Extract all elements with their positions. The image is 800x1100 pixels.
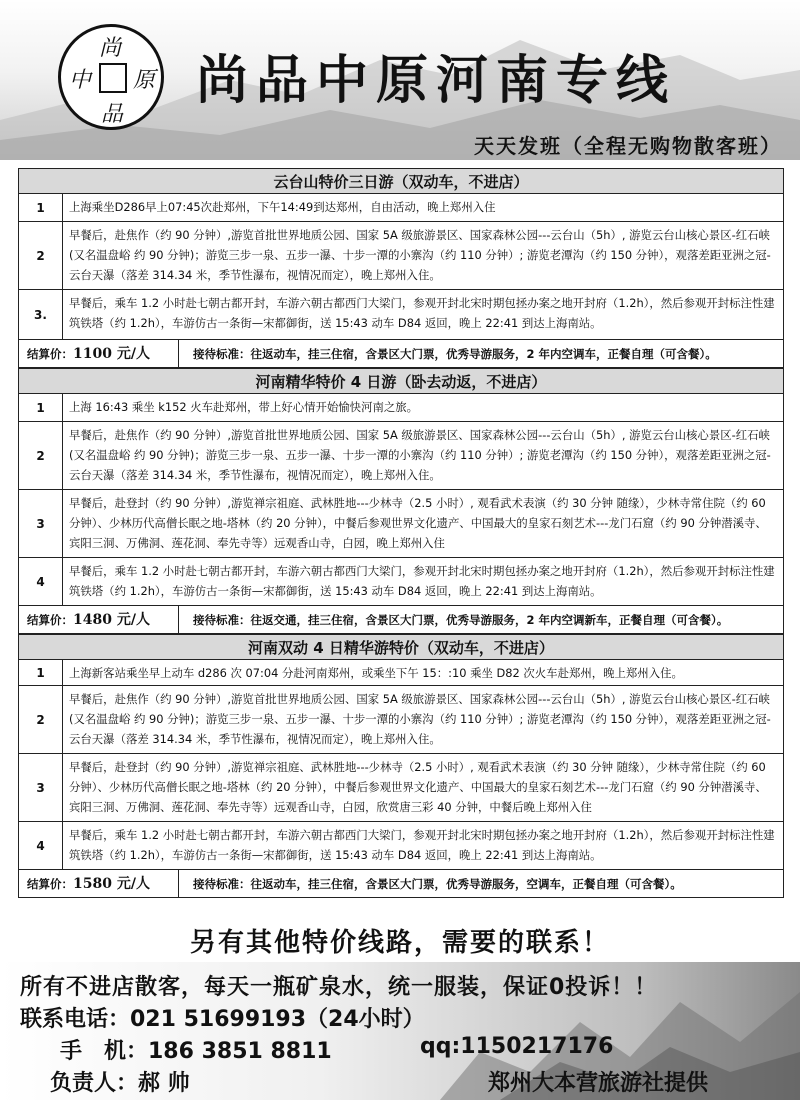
day-number: 4 bbox=[19, 558, 63, 605]
price-label: 结算价： bbox=[27, 347, 73, 361]
logo-square bbox=[99, 63, 127, 93]
day-itinerary: 上海乘坐D286早上07:45次赴郑州，下午14:49到达郑州，自由活动，晚上郑州入住 bbox=[69, 200, 496, 214]
table-row bbox=[19, 686, 783, 754]
day-itinerary: 上海 16:43 乘坐 k152 火车赴郑州，带上好心情开始愉快河南之旅。 bbox=[69, 400, 419, 414]
price-row bbox=[19, 870, 783, 898]
logo-char-bottom: 品 bbox=[101, 102, 124, 127]
price-value: 1580 元/人 bbox=[73, 876, 150, 892]
day-itinerary: 早餐后，赴登封（约 90 分钟）,游览禅宗祖庭、武林胜地---少林寺（2.5 小时）, 观看武术表演（约 30 分钟 随缘），少林寺常住院（约 60 分钟）、少林历代高僧长眠之地-塔林（约 20 分钟），中餐后参观世界文化遗产、中国最大的皇家石刻艺术---龙门石窟（约 90 分钟潜溪寺、宾阳三洞、万佛洞、莲花洞、奉先寺等）远观香山寺，白园，晚上郑州入住 bbox=[69, 496, 767, 550]
page-title: 尚品中原河南专线 bbox=[196, 51, 677, 111]
day-itinerary: 早餐后，乘车 1.2 小时赴七朝古都开封，车游六朝古都西门大梁门，参观开封北宋时期包拯办案之地开封府（1.2h），然后参观开封标注性建筑铁塔（约 1.2h），车游仿古一条街—宋都御街，送 15:43 动车 D84 返回，晚上 22:41 到达上海南站。 bbox=[69, 828, 775, 862]
day-itinerary: 早餐后，赴焦作（约 90 分钟）,游览首批世界地质公园、国家 5A 级旅游景区、国家森林公园---云台山（5h）, 游览云台山核心景区-红石峡(又名温盘峪 约 90 分钟)；游览三步一泉、五步一瀑、十步一潭的小寨沟（约 110 分钟）; 游览老潭沟（约 150 分钟），观落差距亚洲之冠-云台天瀑（落差 314.34 米，季节性瀑布，视情况而定），晚上郑州入住。 bbox=[69, 228, 771, 282]
table-row bbox=[19, 422, 783, 490]
logo-char-right: 原 bbox=[133, 68, 156, 93]
day-itinerary: 早餐后，赴焦作（约 90 分钟）,游览首批世界地质公园、国家 5A 级旅游景区、国家森林公园---云台山（5h）, 游览云台山核心景区-红石峡(又名温盘峪 约 90 分钟)；游览三步一泉、五步一瀑、十步一潭的小寨沟（约 110 分钟）; 游览老潭沟（约 150 分钟），观落差距亚洲之冠-云台天瀑（落差 314.34 米，季节性瀑布，视情况而定），晚上郑州入住。 bbox=[69, 428, 771, 482]
service-standard: 接待标准：往返动车，挂三住宿，含景区大门票，优秀导游服务，空调车，正餐自理（可含餐）。 bbox=[193, 877, 682, 891]
day-itinerary: 早餐后，乘车 1.2 小时赴七朝古都开封，车游六朝古都西门大梁门，参观开封北宋时期包拯办案之地开封府（1.2h），然后参观开封标注性建筑铁塔（约 1.2h），车游仿古一条街—宋都御街，送 15:43 动车 D84 返回，晚上 22:41 到达上海南站。 bbox=[69, 296, 775, 330]
logo-char-left: 中 bbox=[69, 68, 92, 93]
table-row bbox=[19, 394, 783, 422]
price-cell bbox=[19, 340, 179, 367]
table-row bbox=[19, 490, 783, 558]
contact-phone: 联系电话：021 51699193（24小时） bbox=[20, 1007, 425, 1032]
day-itinerary: 早餐后，乘车 1.2 小时赴七朝古都开封，车游六朝古都西门大梁门，参观开封北宋时期包拯办案之地开封府（1.2h），然后参观开封标注性建筑铁塔（约 1.2h），车游仿古一条街—宋都御街，送 15:43 动车 D84 返回，晚上 22:41 到达上海南站。 bbox=[69, 564, 775, 598]
day-number: 2 bbox=[19, 222, 63, 289]
table-row bbox=[19, 222, 783, 290]
day-number: 3 bbox=[19, 754, 63, 821]
day-itinerary: 早餐后，赴焦作（约 90 分钟）,游览首批世界地质公园、国家 5A 级旅游景区、国家森林公园---云台山（5h）, 游览云台山核心景区-红石峡(又名温盘峪 约 90 分钟)；游览三步一泉、五步一瀑、十步一潭的小寨沟（约 110 分钟）; 游览老潭沟（约 150 分钟），观落差距亚洲之冠-云台天瀑（落差 314.34 米，季节性瀑布，视情况而定），晚上郑州入住。 bbox=[69, 692, 771, 746]
table-row bbox=[19, 754, 783, 822]
agency-provider: 郑州大本营旅游社提供 bbox=[488, 1071, 709, 1096]
tour-title: 河南双动 4 日精华游特价（双动车，不进店） bbox=[19, 634, 783, 660]
price-label: 结算价： bbox=[27, 613, 73, 627]
header-banner bbox=[0, 0, 800, 160]
tour-title: 河南精华特价 4 日游（卧去动返，不进店） bbox=[19, 368, 783, 394]
table-row bbox=[19, 660, 783, 686]
day-number: 3. bbox=[19, 290, 63, 339]
contact-footer bbox=[0, 962, 800, 1100]
brand-logo bbox=[58, 24, 164, 130]
day-number: 1 bbox=[19, 194, 63, 221]
service-standard: 接待标准：往返动车，挂三住宿，含景区大门票，优秀导游服务，2 年内空调车，正餐自理（可含餐）。 bbox=[193, 347, 717, 361]
service-standard: 接待标准：往返交通，挂三住宿，含景区大门票，优秀导游服务，2 年内空调新车，正餐自理（可含餐）。 bbox=[193, 613, 729, 627]
more-routes-banner: 另有其他特价线路，需要的联系！ bbox=[189, 928, 610, 958]
tour-tables bbox=[18, 168, 784, 898]
price-row bbox=[19, 340, 783, 368]
price-value: 1100 元/人 bbox=[73, 346, 150, 362]
tour-section bbox=[18, 168, 784, 368]
table-row bbox=[19, 822, 783, 870]
day-number: 1 bbox=[19, 660, 63, 685]
table-row bbox=[19, 558, 783, 606]
price-value: 1480 元/人 bbox=[73, 612, 150, 628]
page-subtitle: 天天发班（全程无购物散客班） bbox=[474, 134, 782, 158]
price-row bbox=[19, 606, 783, 634]
service-slogan: 所有不进店散客，每天一瓶矿泉水，统一服装，保证0投诉！！ bbox=[20, 975, 658, 1000]
tour-title: 云台山特价三日游（双动车，不进店） bbox=[19, 168, 783, 194]
table-row bbox=[19, 194, 783, 222]
tour-section bbox=[18, 368, 784, 634]
day-itinerary: 上海新客站乘坐早上动车 d286 次 07:04 分赴河南郑州，或乘坐下午 15：:10 乘坐 D82 次火车赴郑州，晚上郑州入住。 bbox=[69, 666, 683, 680]
day-number: 2 bbox=[19, 422, 63, 489]
table-row bbox=[19, 290, 783, 340]
day-number: 2 bbox=[19, 686, 63, 753]
price-cell bbox=[19, 870, 179, 897]
logo-char-top: 尚 bbox=[99, 36, 122, 61]
tour-section bbox=[18, 634, 784, 898]
day-number: 3 bbox=[19, 490, 63, 557]
contact-mobile: 手 机：186 3851 8811 bbox=[60, 1039, 332, 1064]
day-itinerary: 早餐后，赴登封（约 90 分钟）,游览禅宗祖庭、武林胜地---少林寺（2.5 小时）, 观看武术表演（约 30 分钟 随缘），少林寺常住院（约 60 分钟）、少林历代高僧长眠之地-塔林（约 20 分钟），中餐后参观世界文化遗产、中国最大的皇家石刻艺术---龙门石窟（约 90 分钟潜溪寺、宾阳三洞、万佛洞、莲花洞、奉先寺等）远观香山寺，白园，欣赏唐三彩 40 分钟，中餐后晚上郑州入住 bbox=[69, 760, 767, 814]
day-number: 4 bbox=[19, 822, 63, 869]
price-cell bbox=[19, 606, 179, 633]
contact-qq: qq:1150217176 bbox=[420, 1034, 614, 1059]
day-number: 1 bbox=[19, 394, 63, 421]
contact-manager: 负责人：郝 帅 bbox=[50, 1071, 190, 1096]
price-label: 结算价： bbox=[27, 877, 73, 891]
